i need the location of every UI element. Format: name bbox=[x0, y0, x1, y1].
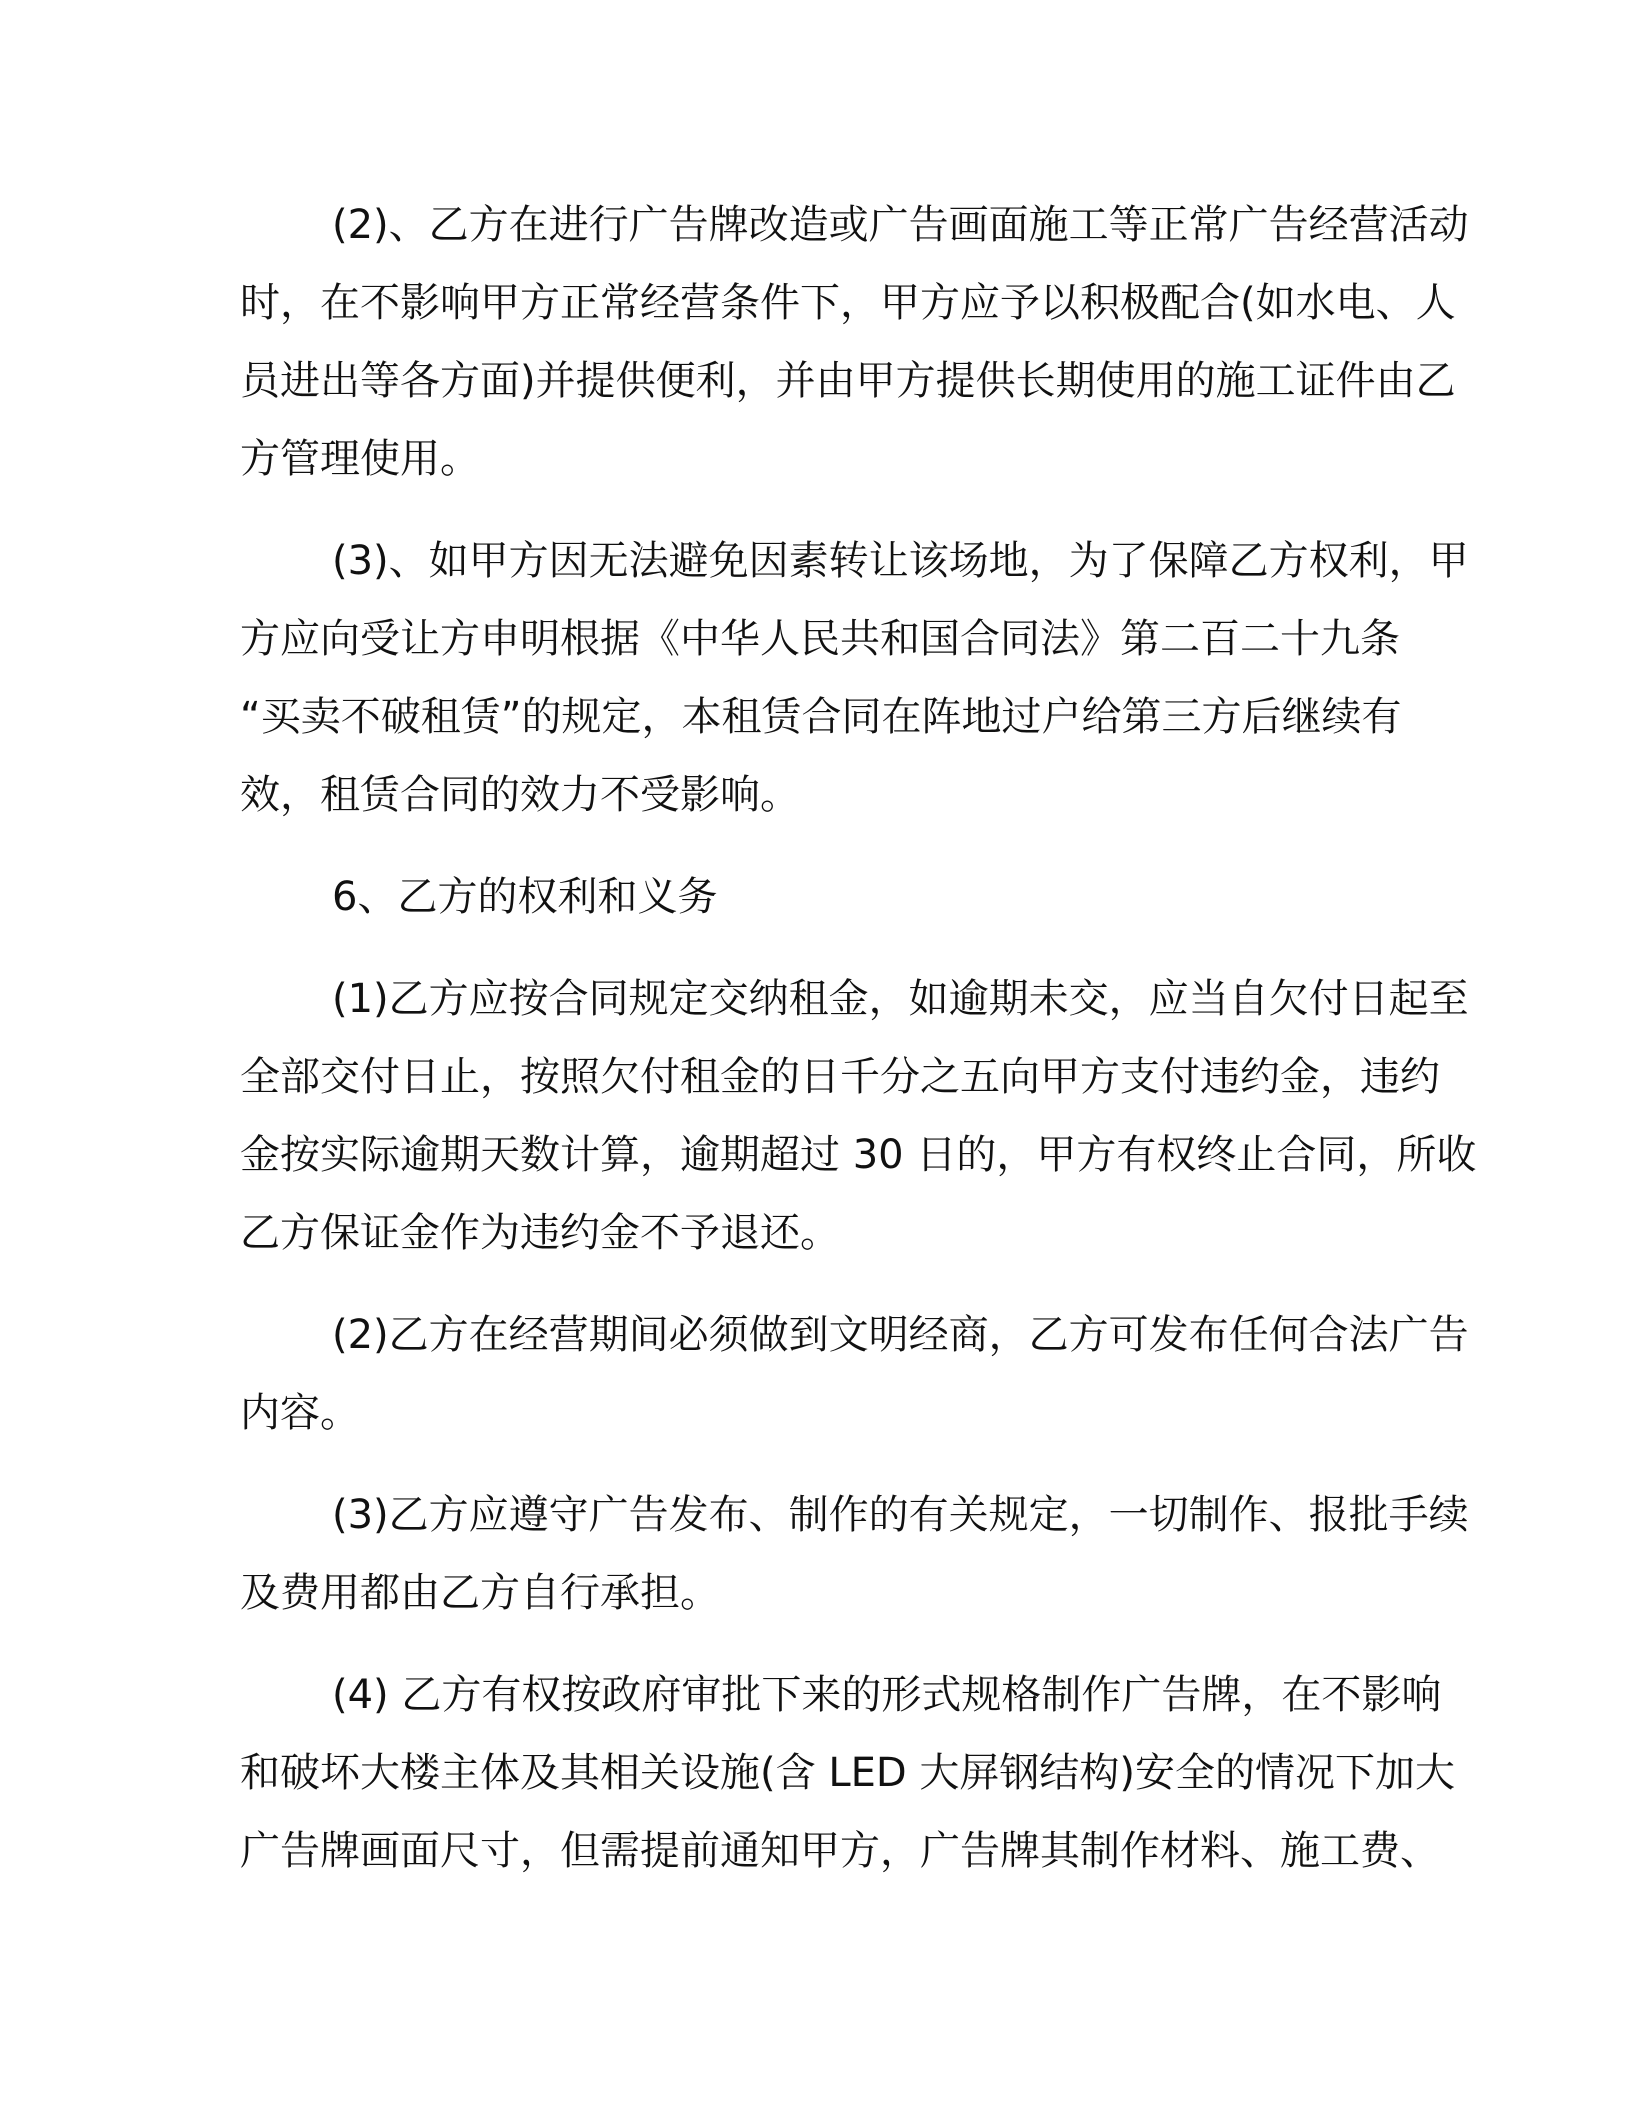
paragraph-line: 员进出等各方面)并提供便利，并由甲方提供长期使用的施工证件由乙 bbox=[240, 358, 1456, 404]
paragraph-3-transfer bbox=[240, 522, 1469, 834]
paragraph-line: (4) 乙方有权按政府审批下来的形式规格制作广告牌，在不影响 bbox=[332, 1672, 1442, 1718]
paragraph-line: 和破坏大楼主体及其相关设施(含 LED 大屏钢结构)安全的情况下加大 bbox=[240, 1750, 1455, 1796]
paragraph-line: 及费用都由乙方自行承担。 bbox=[240, 1570, 720, 1616]
paragraph-line: 方管理使用。 bbox=[240, 436, 480, 482]
paragraph-line: 内容。 bbox=[240, 1390, 360, 1436]
paragraph-4-billboard bbox=[240, 1656, 1455, 1890]
paragraph-line: 金按实际逾期天数计算，逾期超过 30 日的，甲方有权终止合同，所收 bbox=[240, 1132, 1477, 1178]
paragraph-2-renovation bbox=[240, 186, 1469, 498]
paragraph-line: (3)、如甲方因无法避免因素转让该场地，为了保障乙方权利，甲 bbox=[332, 538, 1469, 584]
paragraph-line: 时，在不影响甲方正常经营条件下，甲方应予以积极配合(如水电、人 bbox=[240, 280, 1456, 326]
paragraph-line: (3)乙方应遵守广告发布、制作的有关规定，一切制作、报批手续 bbox=[332, 1492, 1469, 1538]
paragraph-line: 效，租赁合同的效力不受影响。 bbox=[240, 772, 800, 818]
paragraph-3-regulations bbox=[240, 1476, 1469, 1632]
section-heading: 6、乙方的权利和义务 bbox=[332, 874, 718, 920]
paragraph-line: 方应向受让方申明根据《中华人民共和国合同法》第二百二十九条 bbox=[240, 616, 1400, 662]
section-heading-6 bbox=[240, 858, 1392, 936]
paragraph-1-rent bbox=[240, 960, 1477, 1272]
paragraph-line: “买卖不破租赁”的规定，本租赁合同在阵地过户给第三方后继续有 bbox=[240, 694, 1402, 740]
paragraph-line: (1)乙方应按合同规定交纳租金，如逾期未交，应当自欠付日起至 bbox=[332, 976, 1469, 1022]
paragraph-line: 乙方保证金作为违约金不予退还。 bbox=[240, 1210, 840, 1256]
paragraph-2-business bbox=[240, 1296, 1469, 1452]
paragraph-line: (2)、乙方在进行广告牌改造或广告画面施工等正常广告经营活动 bbox=[332, 202, 1469, 248]
paragraph-line: 全部交付日止，按照欠付租金的日千分之五向甲方支付违约金，违约 bbox=[240, 1054, 1440, 1100]
paragraph-line: 广告牌画面尺寸，但需提前通知甲方，广告牌其制作材料、施工费、 bbox=[240, 1828, 1440, 1874]
document-body bbox=[240, 186, 1477, 1914]
paragraph-line: (2)乙方在经营期间必须做到文明经商，乙方可发布任何合法广告 bbox=[332, 1312, 1469, 1358]
